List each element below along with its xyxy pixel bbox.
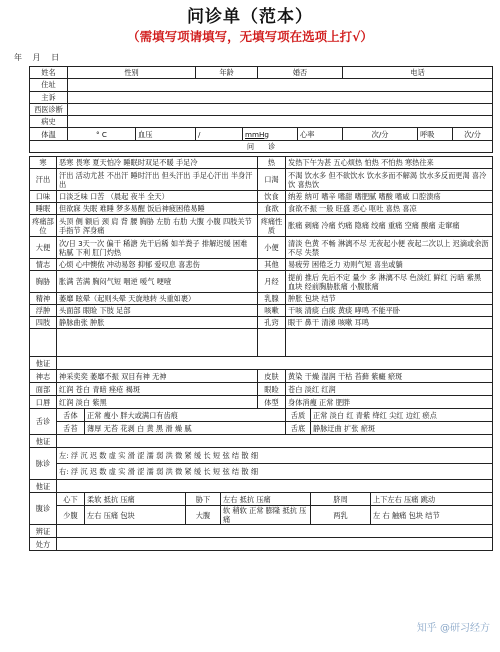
- inquiry-left-label: [30, 329, 57, 357]
- inquiry-row: [30, 317, 493, 329]
- inquiry-row: [30, 237, 493, 259]
- pulse-left-options[interactable]: 左: 浮 沉 迟 数 虚 实 滑 涩 濡 弱 洪 微 紧 缓 长 短 弦 结 散 细: [57, 448, 493, 464]
- western-dx-label: 西医诊断: [30, 103, 68, 115]
- tongue-body-options[interactable]: 正常 瘦小 胖大或满口有齿痕: [85, 409, 286, 422]
- inquiry-right-label: 乳腺: [258, 293, 286, 305]
- sign-left-options[interactable]: 红润 淡白 紫黑: [57, 396, 258, 409]
- prescription-label: 处方: [30, 538, 57, 551]
- sign-right-label: 眼睑: [258, 383, 286, 396]
- syndrome-field[interactable]: [57, 525, 493, 538]
- inquiry-left-options[interactable]: [57, 329, 258, 357]
- inquiry-right-label: 孔窍: [258, 317, 286, 329]
- inquiry-right-label: 咳嗽: [258, 305, 286, 317]
- date-month: 月: [32, 53, 41, 62]
- address-label: 住址: [30, 79, 68, 91]
- western-dx-field[interactable]: [68, 103, 493, 115]
- inquiry-left-options[interactable]: 恶寒 畏寒 夏天怕冷 睡眠时双足不暖 手足冷: [57, 157, 258, 169]
- inquiry-table: [29, 156, 493, 551]
- inquiry-left-label: 四肢: [30, 317, 57, 329]
- abd-lower-label: 少腹: [57, 506, 85, 525]
- bp-label: 血压: [136, 128, 196, 140]
- abd-lower-options[interactable]: 左右 压痛 包块: [85, 506, 186, 525]
- inquiry-right-options[interactable]: [286, 329, 493, 357]
- date-day: 日: [51, 53, 60, 62]
- sign-right-options[interactable]: 身体消瘦 正常 肥胖: [286, 396, 493, 409]
- other-field-2[interactable]: [57, 435, 493, 448]
- sign-right-options[interactable]: 黄染 干燥 湿润 干枯 苔藓 紫癜 瘀斑: [286, 370, 493, 383]
- inquiry-left-options[interactable]: 萎靡 眩晕（起则头晕 天旋地转 头重如裹）: [57, 293, 258, 305]
- inquiry-right-options[interactable]: 发热下午为甚 五心烦热 怕热 不怕热 寒热往来: [286, 157, 493, 169]
- inquiry-left-label: 大便: [30, 237, 57, 259]
- inquiry-right-options[interactable]: 清淡 色黄 不畅 淋漓不尽 无夜起小便 夜起二次以上 迟滴或余沥不尽 失禁: [286, 237, 493, 259]
- inquiry-right-label: 热: [258, 157, 286, 169]
- inquiry-row: [30, 259, 493, 271]
- inquiry-right-label: 其他: [258, 259, 286, 271]
- other-label-2: 他证: [30, 435, 57, 448]
- sign-left-label: 神志: [30, 370, 57, 383]
- inquiry-right-options[interactable]: 肿胀 包块 结节: [286, 293, 493, 305]
- bp-unit: mmHg: [243, 128, 298, 140]
- date-year: 年: [14, 53, 22, 62]
- inquiry-row: [30, 169, 493, 191]
- syndrome-label: 辨证: [30, 525, 57, 538]
- abd-umbilical-options[interactable]: 上下左右 压痛 跳动: [371, 493, 493, 506]
- inquiry-right-label: 食欲: [258, 203, 286, 215]
- inquiry-left-label: 情志: [30, 259, 57, 271]
- inquiry-row: [30, 329, 493, 357]
- vitals-label: 体温: [30, 128, 68, 140]
- inquiry-left-options[interactable]: 汗出 活动尤甚 不出汗 睡时汗出 但头汗出 手足心汗出 半身汗出: [57, 169, 258, 191]
- other-field-3[interactable]: [57, 480, 493, 493]
- other-label-1: 他证: [30, 357, 57, 370]
- name-label: 姓名: [30, 67, 68, 79]
- sign-right-options[interactable]: 苍白 淡红 红润: [286, 383, 493, 396]
- age-label: 年龄: [196, 67, 258, 79]
- inquiry-right-label: [258, 329, 286, 357]
- watermark: 知乎 @研习经方: [416, 623, 490, 634]
- inquiry-row: [30, 157, 493, 169]
- inquiry-right-label: 饮食: [258, 191, 286, 203]
- pulse-right-options[interactable]: 右: 浮 沉 迟 数 虚 实 滑 涩 濡 弱 洪 微 紧 缓 长 短 弦 结 散 细: [57, 464, 493, 480]
- inquiry-left-options[interactable]: 静脉曲张 肿胀: [57, 317, 258, 329]
- complaint-field[interactable]: [68, 91, 493, 103]
- other-label-3: 他证: [30, 480, 57, 493]
- inquiry-right-options[interactable]: 眼干 鼻干 清涕 咳嗽 耳鸣: [286, 317, 493, 329]
- sign-row: [30, 396, 493, 409]
- other-field-1[interactable]: [57, 357, 493, 370]
- inquiry-left-options[interactable]: 头面部 眼睑 下肢 足部: [57, 305, 258, 317]
- abdomen-label: 腹诊: [30, 493, 57, 525]
- inquiry-left-label: 胸胁: [30, 271, 57, 293]
- resp-unit[interactable]: 次/分: [453, 128, 493, 140]
- inquiry-left-label: 口味: [30, 191, 57, 203]
- tongue-underside-label: 舌底: [286, 422, 311, 435]
- hr-unit[interactable]: 次/分: [343, 128, 418, 140]
- basic-info-table: [29, 66, 493, 153]
- phone-label: 电话: [343, 67, 493, 79]
- inquiry-left-options[interactable]: 心烦 心中懊侬 冲动易怒 抑郁 爱叹息 喜悲伤: [57, 259, 258, 271]
- inquiry-right-label: 月经: [258, 271, 286, 293]
- tongue-coating-label: 舌苔: [57, 422, 85, 435]
- inquiry-row: [30, 191, 493, 203]
- history-field[interactable]: [68, 116, 493, 128]
- inquiry-right-options[interactable]: 食欲不振 一般 旺盛 恶心 呕吐 喜热 喜凉: [286, 203, 493, 215]
- prescription-field[interactable]: [57, 538, 493, 551]
- inquiry-right-options[interactable]: 易疲劳 困倦乏力 劝则气短 喜坐或躺: [286, 259, 493, 271]
- abd-breasts-options[interactable]: 左 右 触痛 包块 结节: [371, 506, 493, 525]
- inquiry-right-options[interactable]: 提前 推后 先后不定 量少 多 淋漓不尽 色淡红 鲜红 污暗 紫黑 血块 经前胸胁胀痛 小腹胀痛: [286, 271, 493, 293]
- tongue-quality-label: 舌质: [286, 409, 311, 422]
- hr-label: 心率: [298, 128, 343, 140]
- inquiry-left-options[interactable]: 但欲寐 失眠 难睡 梦多易醒 饭后神疲困倦易睡: [57, 203, 258, 215]
- inquiry-row: [30, 305, 493, 317]
- sign-left-label: 面部: [30, 383, 57, 396]
- sign-row: [30, 383, 493, 396]
- abd-greater-options[interactable]: 软 稍软 正常 膨隆 抵抗 压痛: [221, 506, 311, 525]
- inquiry-right-label: 疼痛性质: [258, 215, 286, 237]
- abd-greater-label: 大腹: [186, 506, 221, 525]
- inquiry-left-options[interactable]: 头顶 侧 额后 颈 肩 背 腰 胸胁 左肋 右肋 大腹 小腹 四肢关节 手指节 浑身痛: [57, 215, 258, 237]
- inquiry-left-options[interactable]: 胀满 苦满 胸闷气短 咽逆 嗳气 哽噎: [57, 271, 258, 293]
- sign-left-options[interactable]: 红润 苍白 青暗 痤疮 褐斑: [57, 383, 258, 396]
- address-field[interactable]: [68, 79, 493, 91]
- inquiry-right-options[interactable]: 不渴 饮水多 但不欲饮水 饮水多而不解渴 饮水多反而更渴 喜冷饮 喜热饮: [286, 169, 493, 191]
- inquiry-left-label: 汗出: [30, 169, 57, 191]
- bp-slash[interactable]: /: [196, 128, 243, 140]
- abd-umbilical-label: 脐周: [311, 493, 371, 506]
- complaint-label: 主诉: [30, 91, 68, 103]
- pulse-label: 脉诊: [30, 448, 57, 480]
- tongue-body-label: 舌体: [57, 409, 85, 422]
- inquiry-left-label: 浮肿: [30, 305, 57, 317]
- tongue-quality-options[interactable]: 正常 淡白 红 青紫 绛红 尖红 边红 瘀点: [311, 409, 493, 422]
- inquiry-left-label: 寒: [30, 157, 57, 169]
- sex-label: 性别: [68, 67, 196, 79]
- inquiry-row: [30, 203, 493, 215]
- sign-row: [30, 370, 493, 383]
- sign-right-label: 体型: [258, 396, 286, 409]
- inquiry-section-header: 问诊: [30, 140, 493, 152]
- temp-unit[interactable]: ° C: [68, 128, 136, 140]
- marriage-label: 婚否: [258, 67, 343, 79]
- history-label: 病史: [30, 116, 68, 128]
- inquiry-left-options[interactable]: 次/日 3天一次 偏干 稀溏 先干后稀 如羊粪子 排解迟缓 困难 粘腻 下利 肛门灼热: [57, 237, 258, 259]
- inquiry-right-label: 口渴: [258, 169, 286, 191]
- inquiry-right-options[interactable]: 干咳 清痰 白痰 黄痰 哮鸣 不能平卧: [286, 305, 493, 317]
- inquiry-left-label: 睡眠: [30, 203, 57, 215]
- inquiry-left-options[interactable]: 口淡乏味 口苦 （晨起 夜半 全天）: [57, 191, 258, 203]
- sign-left-options[interactable]: 神采奕奕 萎靡不振 双目有神 无神: [57, 370, 258, 383]
- tongue-label: 舌诊: [30, 409, 57, 435]
- sign-left-label: 口唇: [30, 396, 57, 409]
- abd-breasts-label: 两乳: [311, 506, 371, 525]
- resp-label: 呼吸: [418, 128, 453, 140]
- inquiry-row: [30, 215, 493, 237]
- inquiry-left-label: 精神: [30, 293, 57, 305]
- form-title: 问诊单（范本）: [187, 7, 313, 27]
- inquiry-right-label: 小便: [258, 237, 286, 259]
- abd-subcardiac-label: 心下: [57, 493, 85, 506]
- tongue-underside-options[interactable]: 静脉迂曲 扩张 瘀斑: [311, 422, 493, 435]
- inquiry-right-options[interactable]: 纳差 纳可 嗜辛 嗜甜 嗜肥腻 嗜酸 嗜咸 口腔溃疡: [286, 191, 493, 203]
- date-line: [14, 52, 67, 63]
- abd-hypochondrium-options[interactable]: 左右 抵抗 压痛: [221, 493, 311, 506]
- inquiry-left-label: 疼痛部位: [30, 215, 57, 237]
- tongue-coating-options[interactable]: 薄厚 无苔 花剥 白 黄 黑 滑 燥 腻: [85, 422, 286, 435]
- inquiry-row: [30, 293, 493, 305]
- inquiry-right-options[interactable]: 胀痛 刺痛 冷痛 灼痛 隐痛 绞痛 重痛 空痛 酸痛 走窜痛: [286, 215, 493, 237]
- form-subtitle: （需填写项请填写，无填写项在选项上打√）: [127, 29, 373, 44]
- abd-hypochondrium-label: 胁下: [186, 493, 221, 506]
- abd-subcardiac-options[interactable]: 柔软 抵抗 压痛: [85, 493, 186, 506]
- inquiry-row: [30, 271, 493, 293]
- sign-right-label: 皮肤: [258, 370, 286, 383]
